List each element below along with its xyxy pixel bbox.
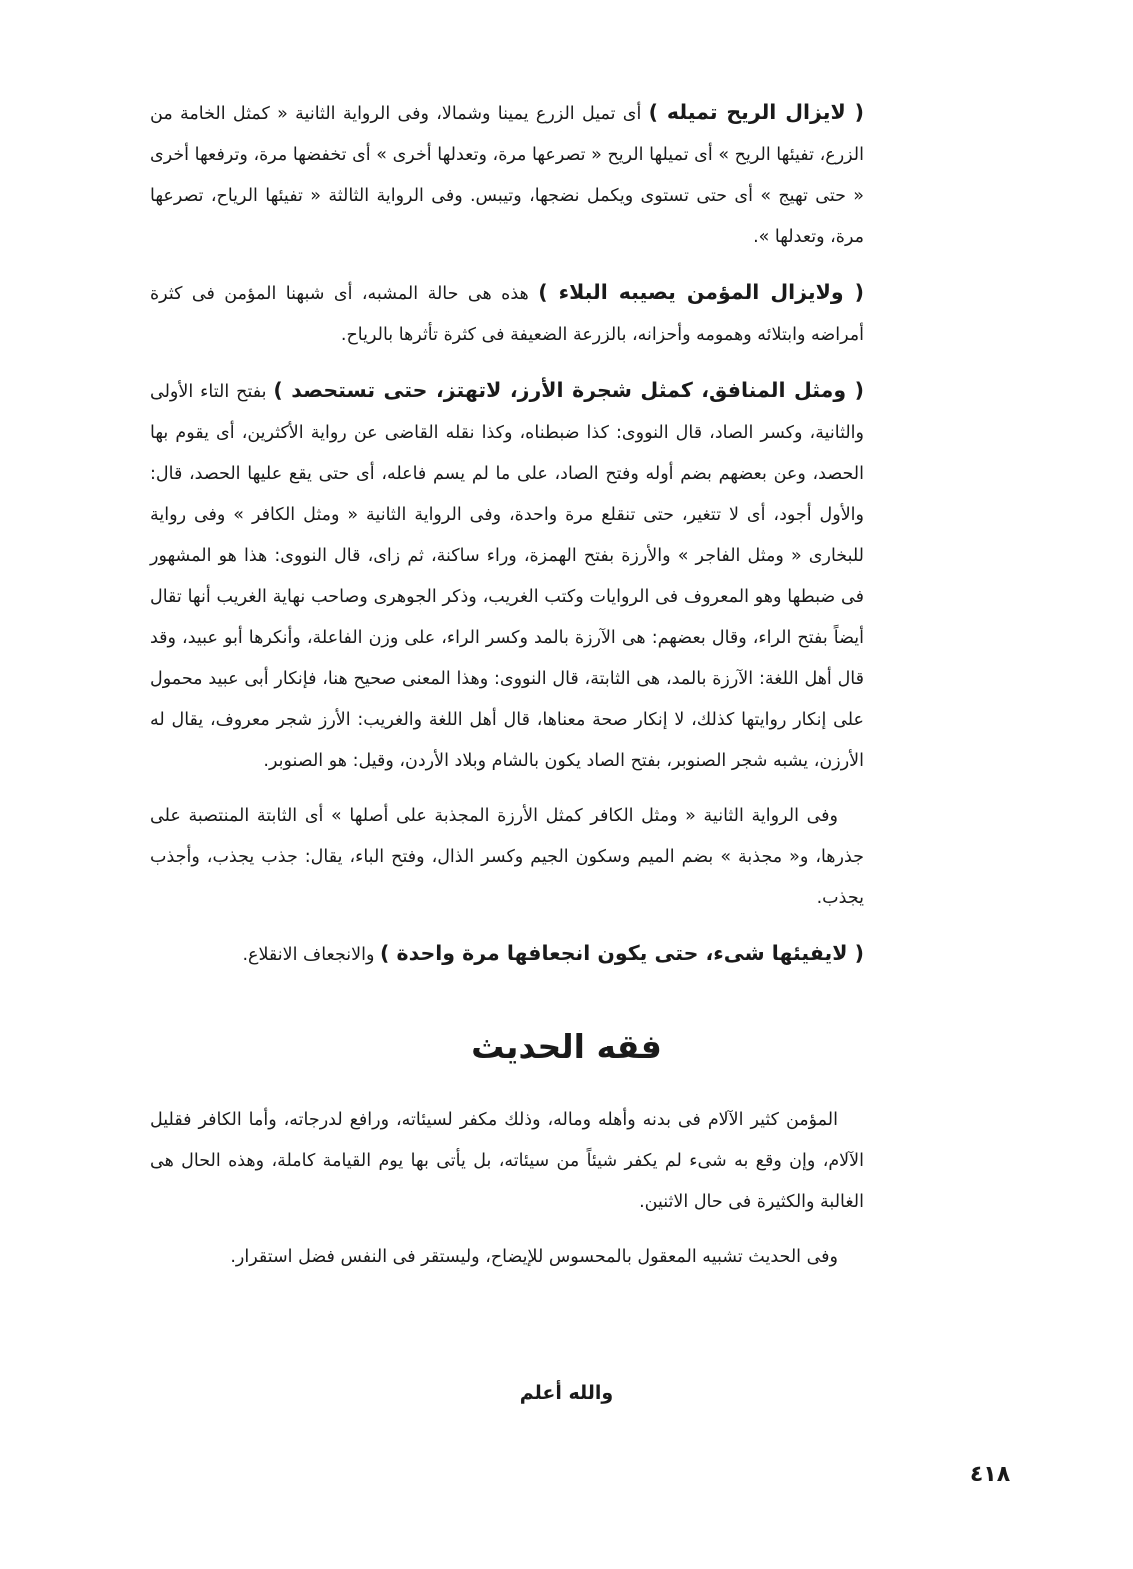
lemma-wind: ( لايزال الريح تميله ) [648, 100, 864, 124]
commentary-body [150, 92, 864, 976]
paragraph-uprooting [150, 933, 864, 976]
hadith-fiqh-section [150, 1100, 864, 1278]
paragraph-believer [150, 272, 864, 356]
paragraph-hypocrite [150, 370, 864, 782]
paragraph-hypocrite-text: بفتح التاء الأولى والثانية، وكسر الصاد، قال النووى: كذا ضبطناه، وكذا نقله القاضى عن رواية الأكثرين، أى يقوم بها الحصد، وعن بعضهم بضم أوله وفتح الصاد، على ما لم يسم فاعله، أى حتى يقع عليها الحصد، قال: والأول أجود، أى لا تتغير، حتى تنقلع مرة واحدة، وفى الرواية الثانية « ومثل الكافر » وفى رواية للبخارى « ومثل الفاجر » والأرزة بفتح الهمزة، وراء ساكنة، ثم زاى، قال النووى: هذا هو المشهور فى ضبطها وهو المعروف فى الروايات وكتب الغريب، وذكر الجوهرى وصاحب نهاية الغريب أنها تقال أيضاً بفتح الراء، وقال بعضهم: هى الآرزة بالمد وكسر الراء، على وزن الفاعلة، وأنكرها أبو عبيد، وقد قال أهل اللغة: الآرزة بالمد، هى الثابتة، قال النووى: وهذا المعنى صحيح هنا، فإنكار أبى عبيد محمول على إنكار روايتها كذلك، لا إنكار صحة معناها، قال أهل اللغة والغريب: الأرز شجر معروف، يقال له الأرزن، يشبه شجر الصنوبر، بفتح الصاد يكون بالشام وبلاد الأردن، وقيل: هو الصنوبر. [150, 382, 864, 771]
paragraph-wind-text: أى تميل الزرع يمينا وشمالا، وفى الرواية الثانية « كمثل الخامة من الزرع، تفيئها الريح » أى تميلها الريح « تصرعها مرة، وتعدلها أخرى » أى تخفضها مرة، وترفعها أخرى « حتى تهيج » أى حتى تستوى ويكمل نضجها، وتيبس. وفى الرواية الثالثة « تفيئها الرياح، تصرعها مرة، وتعدلها ». [150, 104, 864, 247]
page-number: ٤١٨ [969, 1462, 1011, 1487]
paragraph-analogy: وفى الحديث تشبيه المعقول بالمحسوس للإيضاح، وليستقر فى النفس فضل استقرار. [230, 1247, 838, 1267]
section-heading: فقه الحديث [471, 1027, 662, 1066]
closing-phrase: والله أعلم [519, 1382, 614, 1404]
paragraph-second-narration: وفى الرواية الثانية « ومثل الكافر كمثل الأرزة المجذبة على أصلها » أى الثابتة المنتصبة على جذرها، و« مجذبة » بضم الميم وسكون الجيم وكسر الذال، وفتح الباء، يقال: جذب يجذب، وأجذب يجذب. [150, 806, 864, 908]
paragraph-believer-text: هذه هى حالة المشبه، أى شبهنا المؤمن فى كثرة أمراضه وابتلائه وهمومه وأحزانه، بالزرعة الضعيفة فى كثرة تأثرها بالرياح. [150, 284, 864, 345]
lemma-uprooting: ( لايفيئها شىء، حتى يكون انجعافها مرة واحدة ) [380, 941, 864, 965]
lemma-believer: ( ولايزال المؤمن يصيبه البلاء ) [538, 280, 864, 304]
paragraph-uprooting-text: والانجعاف الانقلاع. [242, 945, 380, 965]
paragraph-believer-pains: المؤمن كثير الآلام فى بدنه وأهله وماله، وذلك مكفر لسيئاته، ورافع لدرجاته، وأما الكافر فقليل الآلام، وإن وقع به شىء لم يكفر شيئاً من سيئاته، بل يأتى بها يوم القيامة كاملة، وهذه الحال هى الغالبة والكثيرة فى حال الاثنين. [150, 1110, 864, 1212]
lemma-hypocrite: ( ومثل المنافق، كمثل شجرة الأرز، لاتهتز، حتى تستحصد ) [273, 378, 864, 402]
paragraph-wind [150, 92, 864, 258]
